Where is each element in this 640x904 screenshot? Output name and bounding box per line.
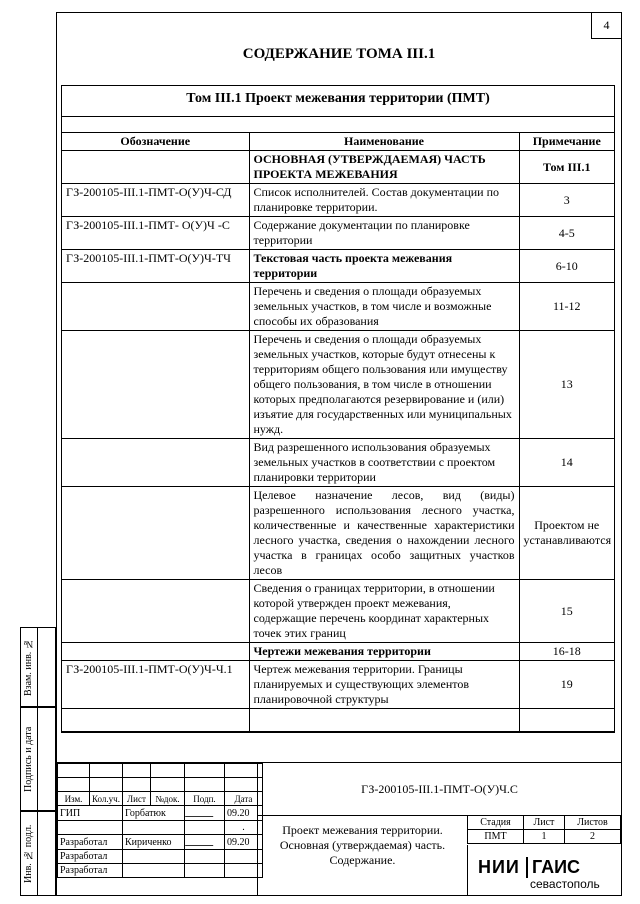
row-note: 6-10 <box>519 250 614 283</box>
person-4 <box>122 850 184 864</box>
revision-header: Кол.уч. <box>90 792 123 806</box>
sheets-label: Листов <box>564 816 620 830</box>
table-row <box>62 217 614 250</box>
row-name: Целевое назначение лесов, вид (виды) разрешенного использования лесного участка, количественные и качественные характеристики лесного участка, сведения о нахождении лесного участка в границах особо защитных участков лесов <box>249 487 519 580</box>
role-4: Разработал <box>58 850 123 864</box>
row-note: 4-5 <box>519 217 614 250</box>
revision-table <box>57 763 263 878</box>
company-logo <box>467 845 621 895</box>
row-note: 15 <box>519 580 614 643</box>
contents-table <box>62 133 614 732</box>
logo-text-nii: НИИ <box>478 857 520 877</box>
row-note: 16-18 <box>519 643 614 661</box>
row-note: 13 <box>519 331 614 439</box>
logo-text-gais: ГАИС <box>526 857 580 878</box>
person-1: Горбатюк <box>122 806 184 821</box>
revision-header: Лист <box>122 792 150 806</box>
logo-city: севастополь <box>530 877 600 891</box>
volume-title: Том III.1 Проект межевания территории (ПМТ) <box>62 86 614 117</box>
row-designation: ГЗ-200105-III.1-ПМТ-О(У)Ч-СД <box>62 184 249 217</box>
sheet-value: 1 <box>524 830 565 844</box>
spacer <box>62 117 614 133</box>
row-designation <box>62 580 249 643</box>
margin-inv-orig <box>20 811 56 896</box>
row-designation <box>62 331 249 439</box>
page-frame <box>56 12 622 896</box>
table-row <box>62 580 614 643</box>
person-3: Кириченко <box>122 835 184 850</box>
table-row-empty <box>62 709 614 732</box>
column-header-name: Наименование <box>249 133 519 151</box>
sheets-value: 2 <box>564 830 620 844</box>
document-cipher: ГЗ-200105-III.1-ПМТ-О(У)Ч.С <box>257 763 621 816</box>
table-row <box>62 643 614 661</box>
date-1: 09.20 <box>224 806 262 821</box>
table-row <box>62 151 614 184</box>
row-note: Проектом не устанавливаются <box>519 487 614 580</box>
row-name: Сведения о границах территории, в отношении которой утвержден проект межевания, содержащие перечень координат характерных точек этих границ <box>249 580 519 643</box>
row-designation <box>62 151 249 184</box>
revision-header: №док. <box>150 792 184 806</box>
person-5 <box>122 864 184 878</box>
date-2: . <box>224 821 262 835</box>
row-name: Вид разрешенного использования образуемых земельных участков в соответствии с проектом планировки территории <box>249 439 519 487</box>
revision-header: Подп. <box>184 792 224 806</box>
table-row <box>62 487 614 580</box>
sheet-title-line-3: Содержание. <box>329 853 396 867</box>
contents-table-block <box>61 85 615 733</box>
role-1: ГИП <box>58 806 123 821</box>
row-name: Перечень и сведения о площади образуемых земельных участков, которые будут отнесены к территориям общего пользования или имуществу общего пользования, в том числе в отношении которых предполагаются резервирование и (или) изъятие для государственных или муниципальных нужд. <box>249 331 519 439</box>
signature-1 <box>184 806 224 821</box>
margin-swap-inv <box>20 627 56 707</box>
row-name: Текстовая часть проекта межевания территории <box>249 250 519 283</box>
row-designation <box>62 439 249 487</box>
row-designation <box>62 283 249 331</box>
left-margin-block <box>20 627 56 896</box>
row-designation: ГЗ-200105-III.1-ПМТ- О(У)Ч -С <box>62 217 249 250</box>
role-2 <box>58 821 123 835</box>
row-designation: ГЗ-200105-III.1-ПМТ-О(У)Ч-Ч.1 <box>62 661 249 709</box>
row-name: Перечень и сведения о площади образуемых земельных участков, в том числе и возможные способы их образования <box>249 283 519 331</box>
row-designation: ГЗ-200105-III.1-ПМТ-О(У)Ч-ТЧ <box>62 250 249 283</box>
sheet-label: Лист <box>524 816 565 830</box>
table-row <box>62 283 614 331</box>
row-note: 3 <box>519 184 614 217</box>
signature-3 <box>184 835 224 850</box>
stage-label: Стадия <box>468 816 524 830</box>
signature-2 <box>184 821 224 835</box>
row-name: Список исполнителей. Состав документации по планировке территории. <box>249 184 519 217</box>
title-block <box>57 762 621 895</box>
table-row <box>62 661 614 709</box>
person-2 <box>122 821 184 835</box>
revision-header: Дата <box>224 792 262 806</box>
row-note: 14 <box>519 439 614 487</box>
row-note: 11-12 <box>519 283 614 331</box>
date-3: 09.20 <box>224 835 262 850</box>
row-designation <box>62 643 249 661</box>
sheet-title-line-2: Основная (утверждаемая) часть. <box>279 838 446 852</box>
column-header-note: Примечание <box>519 133 614 151</box>
table-row <box>62 331 614 439</box>
row-name: Чертежи межевания территории <box>249 643 519 661</box>
row-note: 19 <box>519 661 614 709</box>
role-5: Разработал <box>58 864 123 878</box>
stage-block <box>467 815 621 845</box>
stage-value: ПМТ <box>468 830 524 844</box>
document-title: СОДЕРЖАНИЕ ТОМА III.1 <box>242 46 436 62</box>
margin-sign-date <box>20 707 56 811</box>
table-row <box>62 250 614 283</box>
role-3: Разработал <box>58 835 123 850</box>
table-row <box>62 184 614 217</box>
sheet-title <box>257 815 467 895</box>
revision-header: Изм. <box>58 792 90 806</box>
row-name: ОСНОВНАЯ (УТВЕРЖДАЕМАЯ) ЧАСТЬ ПРОЕКТА МЕЖЕВАНИЯ <box>249 151 519 184</box>
margin-inv-orig-label: Инв. № подл. <box>23 824 34 883</box>
sheet-title-line-1: Проект межевания территории. <box>282 823 443 837</box>
row-note: Том III.1 <box>519 151 614 184</box>
margin-swap-inv-label: Взам. инв. № <box>23 638 34 696</box>
row-name: Чертеж межевания территории. Границы планируемых и существующих элементов планировочной структуры <box>249 661 519 709</box>
row-name: Содержание документации по планировке территории <box>249 217 519 250</box>
column-header-designation: Обозначение <box>62 133 249 151</box>
page-number: 4 <box>591 13 621 39</box>
margin-sign-date-label: Подпись и дата <box>23 726 34 792</box>
table-row <box>62 439 614 487</box>
row-designation <box>62 487 249 580</box>
